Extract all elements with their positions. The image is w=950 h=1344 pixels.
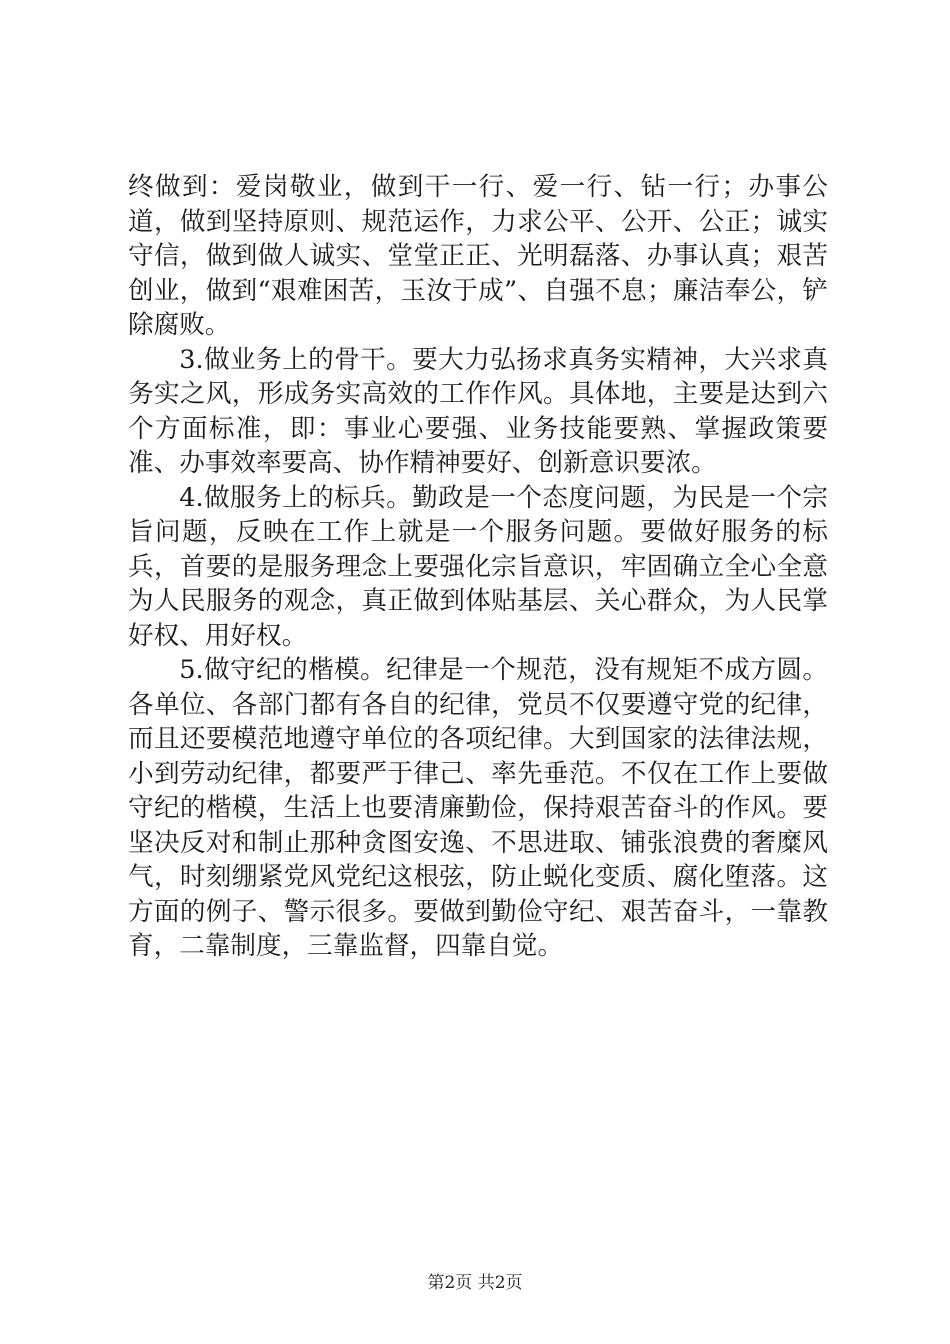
- paragraph-item-4: 4.做服务上的标兵。勤政是一个态度问题，为民是一个宗旨问题，反映在工作上就是一个服务问题。要做好服务的标兵，首要的是服务理念上要强化宗旨意识，牢固确立全心全意为人民服务的观念，真正做到体贴基层、关心群众，为人民掌好权、用好权。: [128, 482, 828, 651]
- paragraph-item-5: 5.做守纪的楷模。纪律是一个规范，没有规矩不成方圆。各单位、各部门都有各自的纪律，党员不仅要遵守党的纪律，而且还要模范地遵守单位的各项纪律。大到国家的法律法规，小到劳动纪律，都要严于律己、率先垂范。不仅在工作上要做守纪的楷模，生活上也要清廉勤俭，保持艰苦奋斗的作风。要坚决反对和制止那种贪图安逸、不思进取、铺张浪费的奢糜风气，时刻绷紧党风党纪这根弦，防止蜕化变质、腐化堕落。这方面的例子、警示很多。要做到勤俭守纪、艰苦奋斗，一靠教育，二靠制度，三靠监督，四靠自觉。: [128, 655, 828, 961]
- paragraph-continued: 终做到：爱岗敬业，做到干一行、爱一行、钻一行；办事公道，做到坚持原则、规范运作，力求公平、公开、公正；诚实守信，做到做人诚实、堂堂正正、光明磊落、办事认真；艰苦创业，做到“艰难困苦，玉汝于成”、自强不息；廉洁奉公，铲除腐败。: [128, 172, 828, 340]
- page-number-footer: 第2页 共2页: [427, 1273, 523, 1293]
- document-body: [128, 170, 828, 964]
- paragraph-item-3: 3.做业务上的骨干。要大力弘扬求真务实精神，大兴求真务实之风，形成务实高效的工作作风。具体地，主要是达到六个方面标准，即：事业心要强、业务技能要熟、掌握政策要准、办事效率要高、协作精神要好、创新意识要浓。: [128, 344, 828, 478]
